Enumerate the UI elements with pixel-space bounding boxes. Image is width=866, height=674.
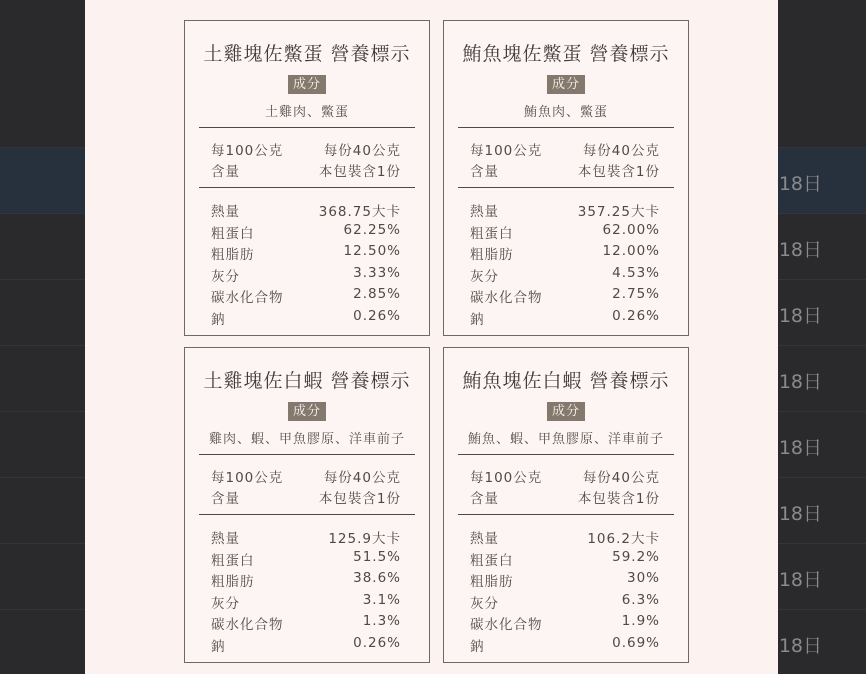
content-label: 含量 [211,164,240,180]
nutrient-value: 6.3% [621,591,660,608]
nutrient-name: 粗蛋白 [211,225,255,242]
nutrient-name: 熱量 [470,531,499,547]
per-100g-label: 每100公克 [211,143,284,159]
per-100g-label: 每100公克 [470,143,543,159]
nutrient-row [211,613,401,635]
nutrient-name: 碳水化合物 [470,617,543,633]
ingredients-text: 土雞肉、鱉蛋 [264,105,349,120]
nutrient-name: 粗蛋白 [470,552,514,569]
divider [199,187,415,188]
nutrient-value: 62.00% [602,221,660,238]
content-label: 含量 [211,491,240,507]
nutrient-row [211,570,401,592]
nutrient-value: 3.33% [353,264,401,281]
nutrient-row [470,592,660,614]
nutrient-name: 鈉 [211,638,226,655]
nutrient-row [211,286,401,308]
package-label: 本包裝含1份 [318,164,401,180]
nutrient-name: 粗脂肪 [470,574,514,590]
nutrient-name: 熱量 [470,204,499,220]
date-label: 18日 [778,173,822,195]
per-serving-label: 每份40公克 [323,143,401,159]
per-serving-label: 每份40公克 [582,143,660,159]
nutrient-value: 38.6% [353,570,401,586]
ingredients-text: 鮪魚、蝦、甲魚膠原、洋車前子 [467,432,664,447]
label-title: 土雞塊佐白蝦 營養標示 [203,370,411,392]
nutrient-value: 2.75% [612,286,660,302]
label-title: 鮪魚塊佐鱉蛋 營養標示 [462,43,670,65]
nutrition-label-card [443,20,689,336]
nutrient-value: 0.26% [353,634,401,651]
date-label: 18日 [778,239,822,261]
nutrient-value: 30% [626,570,660,586]
serving-row [211,466,401,488]
nutrient-value: 125.9大卡 [328,531,401,547]
nutrition-label-card [443,347,689,663]
nutrient-name: 粗蛋白 [470,225,514,242]
date-label: 18日 [778,503,822,525]
nutrient-value: 0.26% [353,307,401,324]
nutrient-value: 1.9% [621,613,660,629]
date-label: 18日 [778,437,822,459]
nutrition-label-card [184,347,430,663]
nutrient-row [470,286,660,308]
nutrient-row [211,265,401,287]
ingredients-badge: 成分 [547,402,585,421]
nutrient-value: 62.25% [343,221,401,238]
nutrient-row [470,243,660,265]
nutrient-row [470,527,660,549]
serving-row [470,466,660,488]
nutrient-row [470,308,660,330]
content-row [470,487,660,509]
content-row [470,160,660,182]
package-label: 本包裝含1份 [318,491,401,507]
ingredients-badge: 成分 [288,75,326,94]
ingredients-badge: 成分 [547,75,585,94]
label-title: 土雞塊佐鱉蛋 營養標示 [203,43,411,65]
nutrient-row [470,635,660,657]
nutrient-value: 0.26% [612,307,660,324]
date-label: 18日 [778,569,822,591]
nutrient-value: 368.75大卡 [318,204,401,220]
nutrient-value: 357.25大卡 [577,204,660,220]
nutrient-name: 碳水化合物 [470,290,543,306]
nutrient-row [211,200,401,222]
nutrient-name: 鈉 [470,311,485,328]
nutrient-row [211,527,401,549]
divider [458,454,674,455]
ingredients-text: 鮪魚肉、鱉蛋 [523,105,608,120]
date-label: 18日 [778,371,822,393]
nutrient-row [211,243,401,265]
nutrient-name: 灰分 [211,595,240,612]
nutrient-value: 12.00% [602,243,660,259]
content-label: 含量 [470,491,499,507]
per-serving-label: 每份40公克 [323,470,401,486]
nutrient-name: 灰分 [470,595,499,612]
serving-row [211,139,401,161]
content-label: 含量 [470,164,499,180]
nutrient-name: 粗脂肪 [470,247,514,263]
nutrient-row [211,635,401,657]
divider [199,127,415,128]
divider [458,514,674,515]
nutrient-row [470,222,660,244]
content-row [211,160,401,182]
content-row [211,487,401,509]
serving-row [470,139,660,161]
nutrient-row [211,592,401,614]
nutrient-value: 4.53% [612,264,660,281]
nutrient-value: 2.85% [353,286,401,302]
ingredients-text: 雞肉、蝦、甲魚膠原、洋車前子 [208,432,405,447]
divider [199,514,415,515]
package-label: 本包裝含1份 [577,491,660,507]
image-lightbox [85,0,778,674]
nutrient-name: 灰分 [211,268,240,285]
per-serving-label: 每份40公克 [582,470,660,486]
divider [199,454,415,455]
nutrient-row [470,613,660,635]
nutrient-row [470,570,660,592]
nutrient-name: 碳水化合物 [211,617,284,633]
label-title: 鮪魚塊佐白蝦 營養標示 [462,370,670,392]
package-label: 本包裝含1份 [577,164,660,180]
ingredients-badge: 成分 [288,402,326,421]
nutrient-row [211,549,401,571]
per-100g-label: 每100公克 [470,470,543,486]
nutrition-label-card [184,20,430,336]
nutrient-row [470,549,660,571]
nutrient-name: 熱量 [211,531,240,547]
nutrient-row [211,222,401,244]
nutrient-row [470,265,660,287]
nutrient-name: 鈉 [470,638,485,655]
nutrient-value: 1.3% [362,613,401,629]
date-label: 18日 [778,305,822,327]
nutrient-value: 51.5% [353,548,401,565]
nutrient-value: 0.69% [612,634,660,651]
nutrient-name: 灰分 [470,268,499,285]
nutrient-value: 106.2大卡 [587,531,660,547]
nutrient-name: 粗蛋白 [211,552,255,569]
nutrient-value: 3.1% [362,591,401,608]
nutrient-value: 12.50% [343,243,401,259]
nutrient-name: 熱量 [211,204,240,220]
divider [458,187,674,188]
nutrient-name: 粗脂肪 [211,247,255,263]
nutrient-row [211,308,401,330]
nutrient-value: 59.2% [612,548,660,565]
nutrient-name: 粗脂肪 [211,574,255,590]
date-label: 18日 [778,635,822,657]
per-100g-label: 每100公克 [211,470,284,486]
nutrient-row [470,200,660,222]
nutrient-name: 碳水化合物 [211,290,284,306]
divider [458,127,674,128]
nutrient-name: 鈉 [211,311,226,328]
